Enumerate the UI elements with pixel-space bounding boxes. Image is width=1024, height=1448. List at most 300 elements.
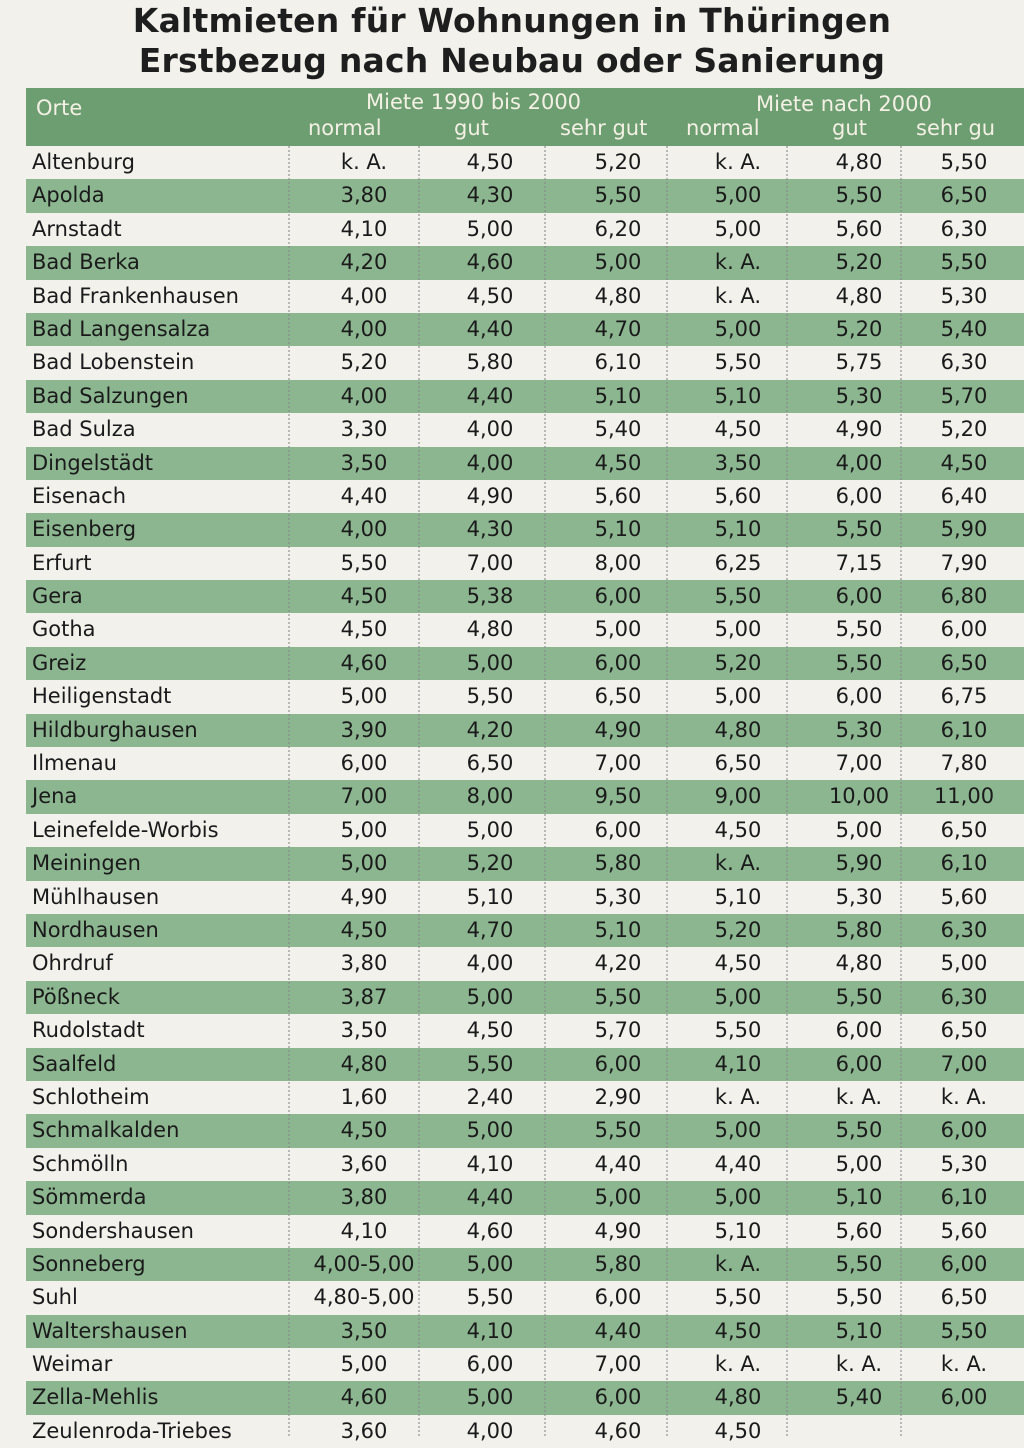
rent-value: 5,50 [340,550,388,575]
rent-value: 5,70 [940,383,988,408]
rent-value: 5,10 [714,517,762,542]
rent-value: 5,00 [714,1185,762,1210]
town-name: Erfurt [32,550,92,575]
rent-value: 5,00 [714,984,762,1009]
rent-value: 4,50 [594,450,642,475]
rent-value: 5,20 [940,417,988,442]
rent-value: 10,00 [828,784,890,809]
rent-value: 5,70 [594,1018,642,1043]
rent-value: 7,00 [594,751,642,776]
rent-value: 5,50 [940,150,988,174]
rent-value: 5,10 [714,1218,762,1243]
table-row [26,1381,1024,1414]
rent-value: 4,00 [340,283,388,308]
table-row [26,1215,1024,1248]
town-name: Bad Lobenstein [32,350,195,375]
rent-value: 5,00 [714,216,762,241]
town-name: Leinefelde-Worbis [32,817,219,842]
table-row [26,981,1024,1014]
town-name: Altenburg [32,150,135,174]
rent-value: 4,60 [340,650,388,675]
table-row [26,580,1024,613]
rent-value: 5,00 [466,216,514,241]
table-row [26,680,1024,713]
rent-value: k. A. [714,150,762,174]
rent-value: 5,75 [835,350,883,375]
rent-value: k. A. [835,1352,883,1377]
table-row [26,613,1024,646]
table-row [26,513,1024,546]
rent-value: 5,10 [594,517,642,542]
rent-value: 4,50 [714,1418,762,1443]
rent-value: 4,80 [835,150,883,174]
rent-value: 3,30 [340,417,388,442]
rent-value: 4,10 [340,1218,388,1243]
table-row [26,747,1024,780]
rent-value: 4,30 [466,517,514,542]
rent-value: 5,20 [340,350,388,375]
table-row [26,1415,1024,1448]
rent-value: 6,00 [835,1051,883,1076]
rent-value: 4,50 [714,1318,762,1343]
column-divider [900,146,902,1436]
rent-value: 5,20 [594,150,642,174]
rent-value: 5,50 [835,617,883,642]
town-name: Ilmenau [32,751,117,776]
table-row [26,179,1024,212]
rent-value: 4,40 [594,1151,642,1176]
town-name: Weimar [32,1352,113,1377]
rent-value: 4,00 [466,1418,514,1443]
header-orte: Orte [36,96,83,120]
town-name: Ohrdruf [32,951,113,976]
table-row [26,1348,1024,1381]
rent-value: 5,00 [340,851,388,876]
header-group-1990-2000: Miete 1990 bis 2000 [366,90,582,114]
rent-value: 6,30 [940,917,988,942]
rent-value: 5,00 [835,1151,883,1176]
page-title: Kaltmieten für Wohnungen in Thüringen [132,1,892,40]
town-name: Zeulenroda-Triebes [32,1418,232,1443]
rent-value: 4,80 [594,283,642,308]
rent-value: 6,00 [594,817,642,842]
rent-value: 5,50 [466,1051,514,1076]
rent-value: 3,80 [340,183,388,208]
rent-value: 9,00 [714,784,762,809]
rent-value: 5,50 [835,1118,883,1143]
table-row [26,1048,1024,1081]
rent-value: 4,40 [340,483,388,508]
column-divider [786,146,788,1436]
town-name: Heiligenstadt [32,684,172,709]
rent-value: 5,00 [466,1251,514,1276]
rent-value: 4,40 [466,316,514,341]
rent-value: 4,00-5,00 [313,1251,415,1276]
header-normal-1: normal [308,116,382,140]
rent-value: 4,50 [340,1118,388,1143]
town-name: Bad Sulza [32,417,136,442]
rent-value: 5,38 [466,584,514,609]
table-row [26,1315,1024,1348]
rent-value: 5,20 [835,316,883,341]
rent-value: 5,50 [835,517,883,542]
rent-value: 5,00 [466,1385,514,1410]
rent-value: 6,30 [940,216,988,241]
rent-value: 5,00 [714,1118,762,1143]
rent-value: 4,00 [340,517,388,542]
rent-value: 5,00 [340,817,388,842]
table-row [26,1281,1024,1314]
rent-value: 4,10 [714,1051,762,1076]
rent-value: k. A. [714,283,762,308]
rent-value: 4,60 [594,1418,642,1443]
table-row [26,213,1024,246]
table-row [26,714,1024,747]
rent-value: 5,50 [714,1018,762,1043]
rent-value: 4,80 [466,617,514,642]
table-row [26,480,1024,513]
rent-value: 6,50 [466,751,514,776]
rent-value: 5,50 [714,1285,762,1310]
rent-value: 4,50 [940,450,988,475]
header-sehr-gut-2: sehr gu [916,116,996,140]
table-row [26,1081,1024,1114]
table-row [26,146,1024,179]
rent-value: 7,00 [340,784,388,809]
rent-value: 5,90 [835,851,883,876]
rent-value: 5,00 [466,984,514,1009]
rent-value: 5,00 [835,817,883,842]
rent-value: 5,80 [835,917,883,942]
rent-value: 5,00 [714,316,762,341]
rent-value: 5,10 [594,917,642,942]
rent-value: 4,80 [835,283,883,308]
rent-value: 7,00 [940,1051,988,1076]
rent-value: 3,90 [340,717,388,742]
town-name: Greiz [32,650,87,675]
header-gut-1: gut [454,116,489,140]
rent-value: 6,00 [594,650,642,675]
rent-value: 5,60 [940,884,988,909]
rent-value: 6,00 [940,1385,988,1410]
rent-value: 5,40 [835,1385,883,1410]
rent-value: 4,00 [340,383,388,408]
town-name: Rudolstadt [32,1018,145,1043]
town-name: Bad Frankenhausen [32,283,239,308]
town-name: Mühlhausen [32,884,160,909]
rent-value: 6,00 [466,1352,514,1377]
rent-value: 4,50 [466,150,514,174]
rent-value: 4,10 [340,216,388,241]
table-header [26,88,1024,146]
rent-value: 6,00 [835,483,883,508]
town-name: Bad Salzungen [32,383,189,408]
rent-value: 6,50 [714,751,762,776]
rent-value: 5,60 [835,216,883,241]
table-row [26,1014,1024,1047]
rent-value: 2,90 [594,1084,642,1109]
rent-value: 3,80 [340,1185,388,1210]
table-row [26,881,1024,914]
rent-value: k. A. [940,1084,988,1109]
rent-value: 4,60 [340,1385,388,1410]
rent-value: 5,60 [714,483,762,508]
rent-value: 6,00 [340,751,388,776]
table-row [26,246,1024,279]
rent-value: 5,10 [594,383,642,408]
town-name: Schmölln [32,1151,129,1176]
town-name: Sondershausen [32,1218,194,1243]
rent-value: 4,90 [594,717,642,742]
rent-value: 4,50 [340,617,388,642]
rent-value: 5,20 [835,250,883,275]
town-name: Apolda [32,183,105,208]
rent-value: 5,50 [714,584,762,609]
rent-value: 3,50 [714,450,762,475]
town-name: Meiningen [32,851,141,876]
rent-value: 4,80 [714,1385,762,1410]
column-divider [288,146,290,1436]
rent-value: 4,50 [714,817,762,842]
rent-value: 5,00 [466,1118,514,1143]
rent-value: 5,10 [714,383,762,408]
town-name: Arnstadt [32,216,122,241]
rent-value: 3,80 [340,951,388,976]
rent-value: 5,50 [835,1251,883,1276]
rent-value: 9,50 [594,784,642,809]
rent-value: 4,20 [340,250,388,275]
rent-value: 5,80 [594,1251,642,1276]
rent-value: 5,00 [466,650,514,675]
rent-value: 5,60 [594,483,642,508]
rent-value: 6,00 [940,1251,988,1276]
table-row [26,280,1024,313]
rent-value: 1,60 [340,1084,388,1109]
rent-value: 4,90 [594,1218,642,1243]
rent-value: 4,50 [340,584,388,609]
rent-table [26,88,1024,1448]
town-name: Bad Berka [32,250,140,275]
rent-value: 5,50 [940,1318,988,1343]
rent-value: 4,50 [466,1018,514,1043]
rent-value: 5,80 [466,350,514,375]
rent-value: 4,50 [714,951,762,976]
rent-value: 4,20 [594,951,642,976]
rent-value: 6,25 [714,550,762,575]
rent-value: 4,50 [466,283,514,308]
rent-value: 6,50 [940,1018,988,1043]
rent-value: 4,60 [466,1218,514,1243]
table-row [26,1114,1024,1147]
rent-value: 7,90 [940,550,988,575]
rent-value: 4,50 [340,917,388,942]
rent-value: 6,00 [835,684,883,709]
rent-value: 5,50 [835,183,883,208]
rent-value: 4,80-5,00 [313,1285,415,1310]
rent-value: 5,10 [835,1318,883,1343]
town-name: Schlotheim [32,1084,150,1109]
rent-value: 4,70 [466,917,514,942]
rent-value: 7,80 [940,751,988,776]
table-row [26,313,1024,346]
rent-value: 5,00 [340,684,388,709]
rent-value: 6,50 [940,1285,988,1310]
table-row [26,947,1024,980]
rent-value: 3,50 [340,450,388,475]
town-name: Eisenach [32,483,126,508]
rent-value: 8,00 [466,784,514,809]
table-body [26,146,1024,1448]
town-name: Gotha [32,617,96,642]
header-group-after-2000: Miete nach 2000 [756,92,932,116]
rent-value: 5,50 [466,684,514,709]
table-row [26,346,1024,379]
rent-value: 3,60 [340,1418,388,1443]
rent-value: 5,30 [835,884,883,909]
rent-value: 7,15 [835,550,883,575]
rent-value: 5,30 [940,283,988,308]
rent-value: 4,70 [594,316,642,341]
town-name: Bad Langensalza [32,316,211,341]
rent-value: 5,50 [835,650,883,675]
table-row [26,447,1024,480]
rent-value: 6,20 [594,216,642,241]
rent-value: 4,00 [466,450,514,475]
rent-value: 7,00 [594,1352,642,1377]
rent-value: 4,80 [714,717,762,742]
table-row [26,1148,1024,1181]
rent-value: 6,40 [940,483,988,508]
rent-value: 6,10 [940,1185,988,1210]
rent-value: 5,00 [594,617,642,642]
rent-value: 6,50 [940,817,988,842]
rent-value: 6,80 [940,584,988,609]
rent-value: 11,00 [933,784,995,809]
rent-value: 5,50 [594,984,642,1009]
table-row [26,380,1024,413]
table-row [26,914,1024,947]
rent-value: 6,10 [940,851,988,876]
town-name: Schmalkalden [32,1118,180,1143]
rent-value: 6,00 [594,1285,642,1310]
rent-value: 5,50 [940,250,988,275]
rent-value: 5,40 [594,417,642,442]
rent-value: 6,00 [940,617,988,642]
rent-value: 6,10 [594,350,642,375]
town-name: Nordhausen [32,917,159,942]
rent-value: 5,60 [940,1218,988,1243]
rent-value: 4,90 [835,417,883,442]
rent-value: k. A. [714,851,762,876]
rent-value: k. A. [340,150,388,174]
rent-value: 5,50 [835,1285,883,1310]
rent-value: 7,00 [835,751,883,776]
rent-value: 5,50 [466,1285,514,1310]
rent-value: 6,00 [594,1385,642,1410]
rent-value: 6,00 [594,584,642,609]
rent-value: 5,30 [835,383,883,408]
rent-value: 4,40 [466,383,514,408]
rent-value: 5,20 [714,650,762,675]
table-row [26,780,1024,813]
town-name: Hildburghausen [32,717,198,742]
rent-value: 5,50 [594,183,642,208]
rent-value: k. A. [714,1251,762,1276]
rent-value: 4,20 [466,717,514,742]
rent-value: 6,30 [940,984,988,1009]
rent-value: 6,10 [940,717,988,742]
rent-value: 4,90 [466,483,514,508]
rent-value: 5,00 [714,617,762,642]
rent-value: 5,50 [835,984,883,1009]
town-name: Zella-Mehlis [32,1385,159,1410]
rent-value: 5,20 [466,851,514,876]
rent-value: 6,50 [940,183,988,208]
town-name: Gera [32,584,83,609]
rent-value: 4,80 [340,1051,388,1076]
column-divider [544,146,546,1436]
table-row [26,1248,1024,1281]
rent-value: 4,00 [466,951,514,976]
rent-value: 6,00 [835,1018,883,1043]
rent-value: 3,60 [340,1151,388,1176]
rent-value: 5,10 [835,1185,883,1210]
town-name: Saalfeld [32,1051,117,1076]
rent-value: 6,00 [594,1051,642,1076]
town-name: Sömmerda [32,1185,147,1210]
town-name: Pößneck [32,984,120,1009]
rent-value: 3,87 [340,984,388,1009]
column-divider [418,146,420,1436]
rent-value: 5,20 [714,917,762,942]
rent-value: 5,30 [594,884,642,909]
rent-value: 4,90 [340,884,388,909]
rent-value: 6,30 [940,350,988,375]
rent-value: 8,00 [594,550,642,575]
rent-value: 6,00 [940,1118,988,1143]
rent-value: 2,40 [466,1084,514,1109]
rent-value: 3,50 [340,1018,388,1043]
rent-value: k. A. [940,1352,988,1377]
town-name: Sonneberg [32,1251,146,1276]
rent-value: 6,75 [940,684,988,709]
rent-value: 6,00 [835,584,883,609]
rent-value: k. A. [714,1084,762,1109]
rent-value: 4,40 [594,1318,642,1343]
rent-value: 4,80 [835,951,883,976]
rent-value: 5,00 [594,1185,642,1210]
rent-value: 4,10 [466,1151,514,1176]
rent-value: 5,50 [594,1118,642,1143]
header-normal-2: normal [686,116,760,140]
header-gut-2: gut [832,116,867,140]
rent-value: k. A. [714,250,762,275]
rent-value: 5,00 [714,183,762,208]
page-subtitle: Erstbezug nach Neubau oder Sanierung [138,41,886,80]
rent-value: 5,90 [940,517,988,542]
rent-value: 5,50 [714,350,762,375]
column-divider [666,146,668,1436]
header-sehr-gut-1: sehr gut [560,116,648,140]
town-name: Jena [32,784,78,809]
town-name: Eisenberg [32,517,137,542]
town-name: Dingelstädt [32,450,154,475]
table-row [26,1181,1024,1214]
rent-value: 5,00 [714,684,762,709]
rent-value: 5,10 [466,884,514,909]
rent-value: 5,60 [835,1218,883,1243]
table-row [26,547,1024,580]
